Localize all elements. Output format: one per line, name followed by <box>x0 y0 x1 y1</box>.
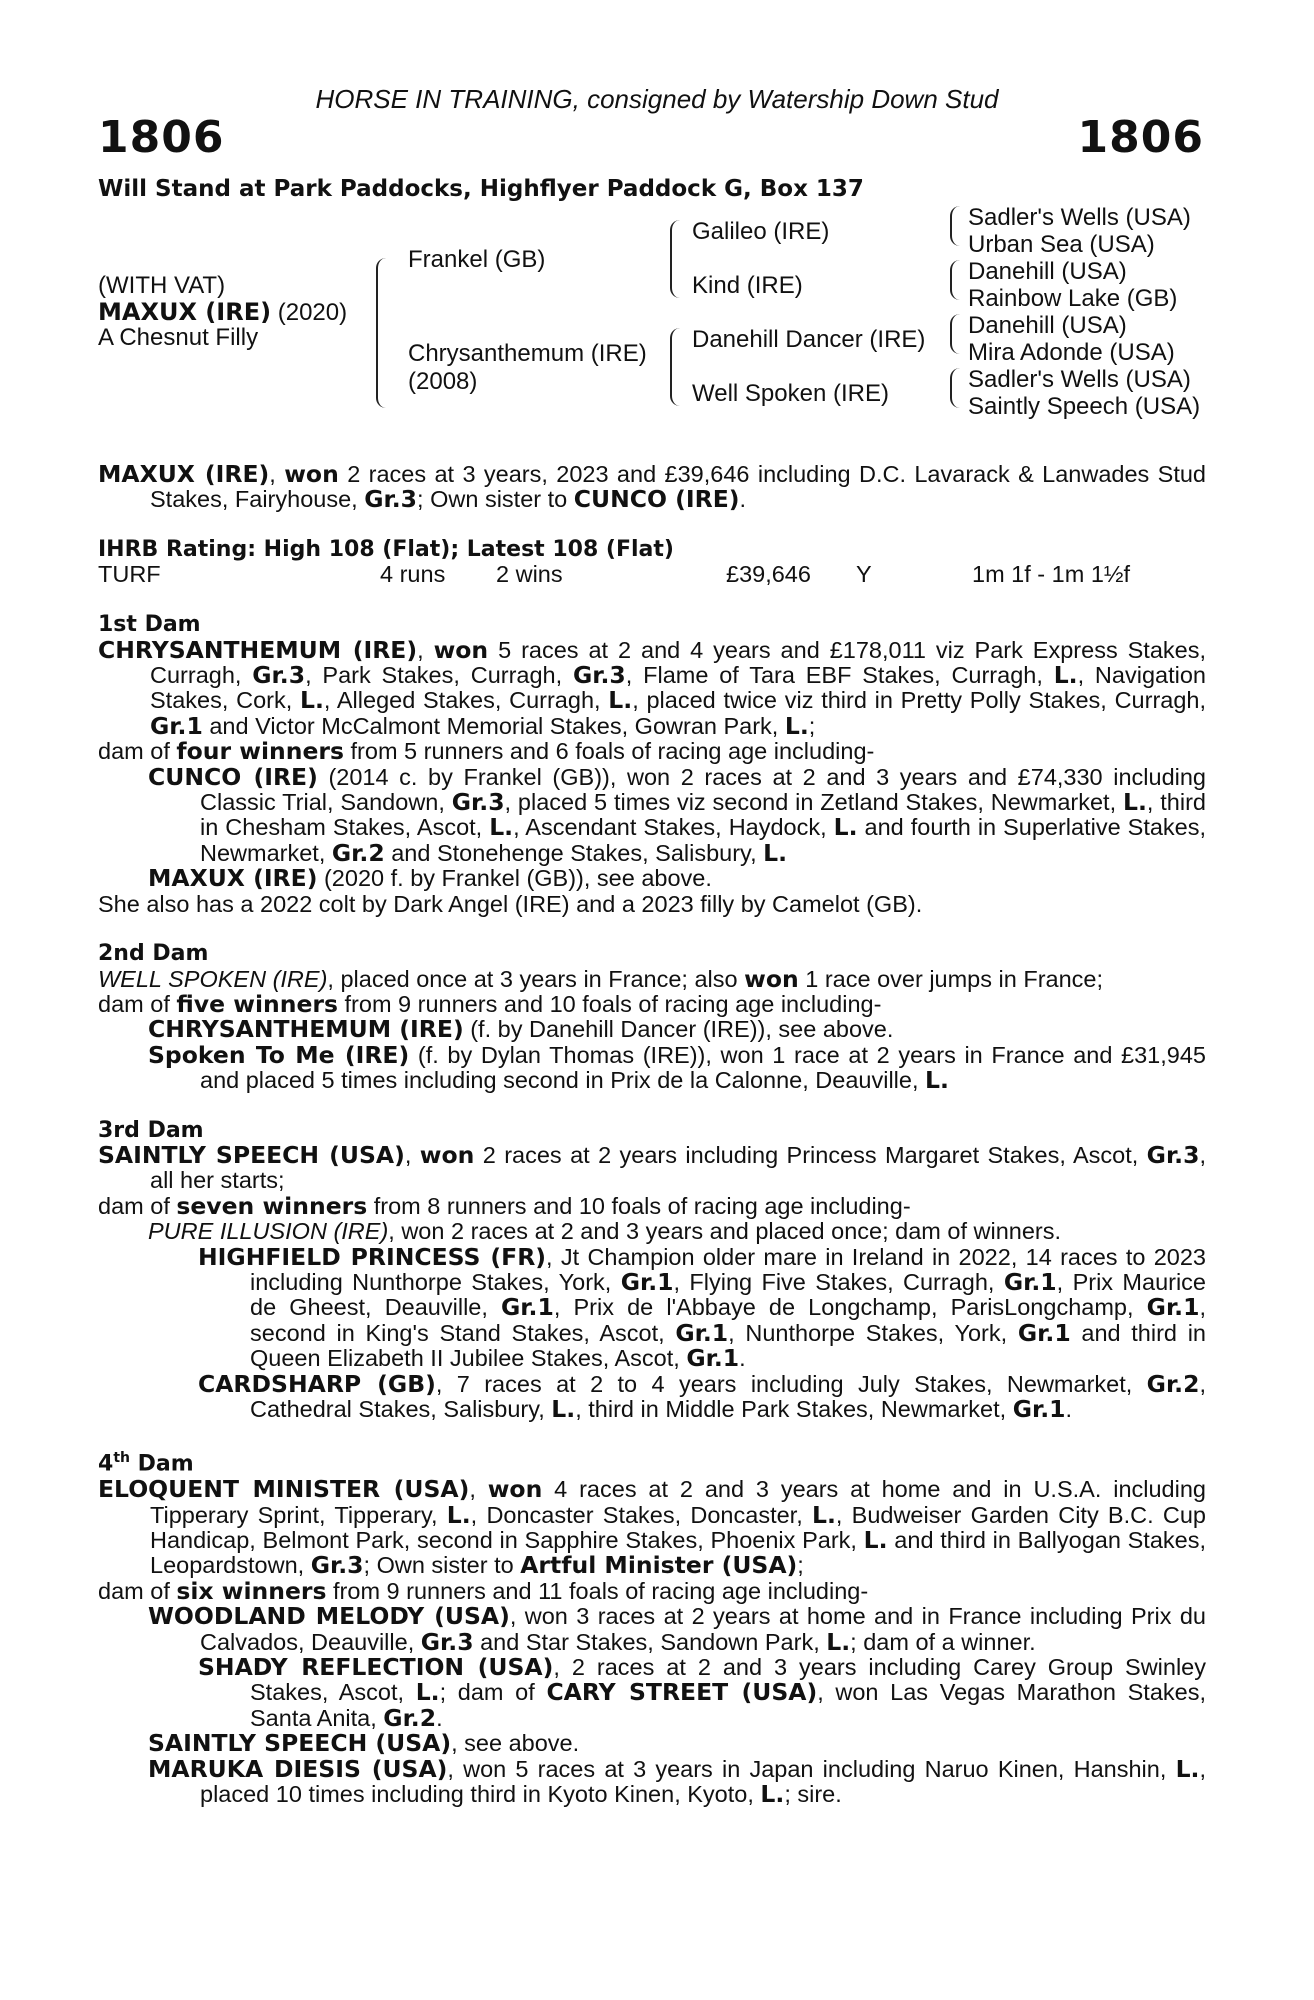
progeny-gr: Gr.1 <box>686 1344 740 1373</box>
dam: Chrysanthemum (IRE) <box>408 340 647 367</box>
summary-won: won <box>284 460 339 488</box>
summary-paragraph: MAXUX (IRE), won 2 races at 3 years, 2023 and £39,646 including D.C. Lavarack & Lanwades Stud Stakes, Fairyhouse, Gr.3; Own sister to CUNCO (IRE). <box>98 460 1207 514</box>
progeny-gr: Gr.2 <box>1146 1369 1200 1398</box>
ped-ssd: Urban Sea (USA) <box>968 231 1155 258</box>
progeny-gr: Gr.2 <box>383 1703 437 1732</box>
progeny-listed: L. <box>925 1066 949 1095</box>
brace-sd <box>950 260 960 300</box>
dam1-gr: Gr.3 <box>572 661 626 690</box>
dam1-heading: 1st Dam <box>98 612 201 638</box>
progeny-t: , won Las Vegas Marathon Stakes, Santa Anita, <box>250 1679 1206 1731</box>
dam2-damof: dam of <box>98 990 177 1017</box>
progeny-listed: L. <box>826 1627 851 1656</box>
dam4-t: 4 races at 2 and 3 years at home and in U.S.A. including Tipperary Sprint, Tipperary, <box>150 1476 1206 1528</box>
dam2-progeny-1 <box>98 1017 1206 1042</box>
ped-dsd: Mira Adonde (USA) <box>968 339 1175 366</box>
horse-name: MAXUX (IRE) <box>98 298 272 326</box>
progeny-listed: L. <box>489 813 514 842</box>
progeny-t: , see above. <box>451 1730 580 1757</box>
spacer <box>98 513 1206 537</box>
progeny-name: SAINTLY SPEECH (USA) <box>148 1729 452 1758</box>
horse-year: (2020) <box>277 299 348 326</box>
progeny-t: , placed 5 times viz second in Zetland Stakes, Newmarket, <box>504 789 1123 816</box>
progeny-t: . <box>739 1345 746 1372</box>
progeny-t: (2014 c. by Frankel (GB)), won 2 races at 2 and 3 years and £74,330 including Classic Trial, Sandown, <box>200 763 1206 816</box>
dam1-gr: Gr.3 <box>252 661 306 690</box>
dam4-heading-num: 4 <box>98 1451 114 1477</box>
summary-sister: CUNCO (IRE) <box>573 485 740 514</box>
dam2-produce <box>98 989 1206 1018</box>
dam4-t: ; Own sister to <box>363 1552 521 1579</box>
dam4-t: , Budweiser Garden City B.C. Cup Handicap, Belmont Park, second in Sapphire Stakes, Phoenix Park, <box>150 1501 1206 1553</box>
dam3-t: 2 races at 2 years including Princess Margaret Stakes, Ascot, <box>474 1141 1147 1168</box>
progeny-t: , Ascendant Stakes, Haydock, <box>513 814 834 841</box>
dam4-gr: Gr.3 <box>310 1551 364 1580</box>
progeny-t: , won 3 races at 2 years at home and in France including Prix du Calvados, Deauville, <box>200 1603 1206 1655</box>
progeny-listed: L. <box>763 838 788 867</box>
progeny-listed: L. <box>1122 788 1147 817</box>
dam1-record: CHRYSANTHEMUM (IRE), won 5 races at 2 and 4 years and £178,011 viz Park Express Stakes, Curragh, Gr.3, Park Stakes, Curragh, Gr.3, Flame of Tara EBF Stakes, Curragh, L., Navigation Stakes, Cork, L., Alleged Stakes, Curragh, L., placed twice viz third in Pretty Polly Stakes, Curragh, Gr.1 and Victor McCalmont Memorial Stakes, Gowran Park, L.; <box>98 635 1207 740</box>
progeny-listed: L. <box>415 1678 440 1707</box>
dam1-progeny-maxux <box>98 866 1206 891</box>
progeny-gr: Gr.1 <box>1017 1318 1071 1347</box>
progeny-listed: L. <box>833 813 858 842</box>
rating-runs: 4 runs <box>380 561 446 588</box>
dam1-won: won <box>433 635 489 664</box>
dam4-won: won <box>487 1475 543 1504</box>
dam4-sister: Artful Minister (USA) <box>520 1551 798 1580</box>
dam4-listed: L. <box>811 1500 836 1529</box>
sire-sire: Galileo (IRE) <box>692 218 830 245</box>
progeny-listed: L. <box>551 1395 576 1423</box>
progeny-name: MARUKA DIESIS (USA) <box>148 1754 448 1783</box>
dam2-winners: five winners <box>176 989 338 1018</box>
rating-heading: IHRB Rating: High 108 (Flat); Latest 108 (Flat) <box>98 536 674 562</box>
sire-dam: Kind (IRE) <box>692 272 803 299</box>
consignor-title: HORSE IN TRAINING, consigned by Watership Down Stud <box>315 84 999 114</box>
dam4-winners: six winners <box>176 1576 327 1605</box>
dam4-t: ; <box>797 1552 804 1579</box>
dam3-name: SAINTLY SPEECH (USA) <box>98 1140 405 1169</box>
progeny-t: and fourth in Superlative Stakes, Newmarket, <box>200 814 1207 866</box>
progeny-name: PURE ILLUSION (IRE) <box>148 1218 389 1245</box>
progeny-name: HIGHFIELD PRINCESS (FR) <box>198 1242 547 1271</box>
horse-name-line <box>98 298 347 327</box>
dam2-name: WELL SPOKEN (IRE) <box>98 965 328 992</box>
lot-number-left: 1806 <box>98 112 225 163</box>
progeny-gr: Gr.1 <box>1146 1293 1200 1322</box>
progeny-t: , won 5 races at 3 years in Japan including Naruo Kinen, Hanshin, <box>447 1755 1176 1782</box>
brace-dd <box>950 368 960 408</box>
dam1-listed: L. <box>784 711 809 740</box>
dam4-produce <box>98 1576 1206 1605</box>
spacer <box>98 917 1206 941</box>
dam3-winners: seven winners <box>176 1191 368 1220</box>
ped-sds: Danehill (USA) <box>968 258 1127 285</box>
progeny-gr: Gr.3 <box>451 788 505 817</box>
summary-text-1: 2 races at 3 years, 2023 and £39,646 including D.C. Lavarack & Lanwades Stud Stakes, Fairyhouse, <box>150 461 1207 513</box>
progeny-name: CHRYSANTHEMUM (IRE) <box>148 1015 464 1044</box>
horse-description: A Chesnut Filly <box>98 324 259 351</box>
progeny-t: , 2 races at 2 and 3 years including Carey Group Swinley Stakes, Ascot, <box>250 1653 1207 1706</box>
progeny-gr: Gr.1 <box>501 1293 554 1322</box>
progeny-t: , Jt Champion older mare in Ireland in 2022, 14 races to 2023 including Nunthorpe Stakes, York, <box>250 1243 1206 1295</box>
brace-sire <box>670 220 682 298</box>
dam1-damof: from 5 runners and 6 foals of racing age including- <box>344 738 875 765</box>
sire: Frankel (GB) <box>408 246 546 273</box>
progeny-name: WOODLAND MELODY (USA) <box>148 1602 510 1631</box>
dam1-winners: four winners <box>176 737 344 766</box>
dam1-progeny-cunco <box>98 762 1207 867</box>
dam4-heading <box>98 1446 1206 1477</box>
dam3-gr: Gr.3 <box>1146 1140 1200 1169</box>
dam1-t: ; <box>808 712 816 739</box>
ped-sss: Sadler's Wells (USA) <box>968 204 1191 231</box>
progeny-t: ; dam of <box>439 1679 547 1706</box>
progeny-gr: Gr.1 <box>1003 1267 1057 1296</box>
progeny-t: and Star Stakes, Sandown Park, <box>473 1628 827 1655</box>
ped-dds: Sadler's Wells (USA) <box>968 366 1191 393</box>
rating-surface: TURF <box>98 561 161 588</box>
progeny-listed: L. <box>760 1780 785 1809</box>
progeny-gr: Gr.1 <box>1012 1395 1066 1423</box>
progeny-name: Spoken To Me (IRE) <box>148 1040 410 1069</box>
progeny-t: , placed 10 times including third in Kyoto Kinen, Kyoto, <box>200 1755 1206 1808</box>
progeny-gr: Gr.3 <box>420 1627 474 1656</box>
dam1-gr: Gr.1 <box>150 711 203 740</box>
progeny-listed: L. <box>1175 1754 1200 1783</box>
dam-year: (2008) <box>408 368 478 395</box>
rating-row <box>98 562 1206 588</box>
dam4-progeny-3 <box>98 1754 1206 1809</box>
dam4-listed: L. <box>863 1525 888 1554</box>
spacer <box>98 588 1206 612</box>
dam1-produce <box>98 739 1206 764</box>
progeny-t: ; sire. <box>784 1781 842 1808</box>
progeny-name: CUNCO (IRE) <box>148 762 318 791</box>
dam2-damof: from 9 runners and 10 foals of racing age including- <box>337 990 882 1017</box>
summary-text-3: . <box>739 486 747 513</box>
rating-flag: Y <box>856 561 872 588</box>
progeny-gr: Gr.1 <box>620 1267 674 1296</box>
dam1-name: CHRYSANTHEMUM (IRE) <box>98 635 418 664</box>
dam2-progeny-2 <box>98 1040 1206 1095</box>
progeny-t: . <box>436 1704 443 1731</box>
dam1-also: She also has a 2022 colt by Dark Angel (IRE) and a 2023 filly by Camelot (GB). <box>98 890 923 917</box>
ped-ddd: Saintly Speech (USA) <box>968 393 1201 420</box>
progeny-t: and Stonehenge Stakes, Salisbury, <box>384 839 764 866</box>
progeny-t: , won 2 races at 2 and 3 years and placed once; dam of winners. <box>388 1218 1062 1245</box>
progeny-t: and third in Queen Elizabeth II Jubilee Stakes, Ascot, <box>250 1319 1206 1372</box>
dam3-grandprogeny-1 <box>98 1242 1207 1373</box>
dam1-listed: L. <box>608 686 633 715</box>
dam4-heading-sup: th <box>113 1450 130 1467</box>
dam3-t: , all her starts; <box>150 1141 1206 1194</box>
dam-sire: Danehill Dancer (IRE) <box>692 326 926 353</box>
vat-note: (WITH VAT) <box>98 272 226 299</box>
dam2-t: , placed once at 3 years in France; also <box>327 965 745 992</box>
progeny-name: CARY STREET (USA) <box>546 1678 818 1707</box>
spacer <box>98 1094 1206 1118</box>
progeny-t: (f. by Danehill Dancer (IRE)), see above. <box>463 1016 894 1043</box>
brace-ss <box>950 206 960 246</box>
dam3-won: won <box>419 1140 475 1169</box>
progeny-name: CARDSHARP (GB) <box>198 1369 436 1398</box>
dam4-grandprogeny-1 <box>98 1652 1207 1732</box>
dam4-progeny-1 <box>98 1604 1206 1655</box>
ped-sdd: Rainbow Lake (GB) <box>968 285 1178 312</box>
progeny-t: , third in Chesham Stakes, Ascot, <box>200 789 1206 841</box>
dam1-t: , Navigation Stakes, Cork, <box>150 662 1206 714</box>
dam3-record: SAINTLY SPEECH (USA), won 2 races at 2 years including Princess Margaret Stakes, Ascot, Gr.3, all her starts; <box>98 1140 1206 1194</box>
rating-wins: 2 wins <box>496 561 563 588</box>
summary-horse-name: MAXUX (IRE) <box>98 460 270 488</box>
dam4-progeny-2 <box>98 1731 1206 1756</box>
progeny-t: , Flying Five Stakes, Curragh, <box>673 1268 1004 1295</box>
dam1-t: , Alleged Stakes, Curragh, <box>323 687 609 714</box>
dam4-listed: L. <box>446 1500 471 1529</box>
dam4-name: ELOQUENT MINISTER (USA) <box>98 1475 470 1504</box>
dam2-t: 1 race over jumps in France; <box>798 965 1104 992</box>
progeny-t: , third in Middle Park Stakes, Newmarket, <box>575 1396 1013 1422</box>
summary-grade: Gr.3 <box>364 485 418 514</box>
dam1-t: 5 races at 2 and 4 years and £178,011 viz Park Express Stakes, Curragh, <box>150 636 1207 689</box>
progeny-name: MAXUX (IRE) <box>148 864 318 893</box>
dam1-t: , Park Stakes, Curragh, <box>305 662 573 689</box>
dam4-record: ELOQUENT MINISTER (USA), won 4 races at 2 and 3 years at home and in U.S.A. including Tipperary Sprint, Tipperary, L., Doncaster Stakes, Doncaster, L., Budweiser Garden City B.C. Cup Handicap, Belmont Park, second in Sapphire Stakes, Phoenix Park, L. and third in Ballyogan Stakes, Leopardstown, Gr.3; Own sister to Artful Minister (USA); <box>98 1475 1206 1580</box>
summary-text-2: ; Own sister to <box>417 486 574 513</box>
dam3-grandprogeny-2 <box>98 1369 1206 1423</box>
brace-dam <box>670 328 682 406</box>
dam2-won: won <box>744 964 799 993</box>
brace-ds <box>950 314 960 354</box>
brace-main <box>376 258 390 408</box>
dam2-record <box>98 964 1206 993</box>
progeny-t: . <box>1065 1396 1073 1422</box>
dam2-heading: 2nd Dam <box>98 941 209 967</box>
dam3-progeny-1 <box>98 1219 1206 1244</box>
spacer <box>98 1422 1206 1446</box>
progeny-name: SHADY REFLECTION (USA) <box>198 1652 554 1681</box>
dam1-t: , placed twice viz third in Pretty Polly Stakes, Curragh, <box>632 687 1207 714</box>
dam3-produce <box>98 1191 1206 1220</box>
dam3-heading: 3rd Dam <box>98 1117 204 1143</box>
progeny-t: , second in King's Stand Stakes, Ascot, <box>250 1294 1206 1346</box>
rating-distance: 1m 1f - 1m 1½f <box>972 561 1131 588</box>
dam1-listed: L. <box>1053 661 1078 690</box>
dam3-damof: from 8 runners and 10 foals of racing age including- <box>367 1192 911 1219</box>
progeny-t: , 7 races at 2 to 4 years including July Stakes, Newmarket, <box>435 1370 1147 1397</box>
dam1-t: and Victor McCalmont Memorial Stakes, Gowran Park, <box>202 712 785 739</box>
dam4-t: , Doncaster Stakes, Doncaster, <box>470 1501 812 1528</box>
pedigree-notes <box>98 462 1206 1807</box>
progeny-t: , Prix de l'Abbaye de Longchamp, ParisLongchamp, <box>553 1294 1147 1321</box>
progeny-t: , Prix Maurice de Gheest, Deauville, <box>250 1268 1207 1321</box>
stand-location: Will Stand at Park Paddocks, Highflyer Paddock G, Box 137 <box>98 176 864 202</box>
progeny-gr: Gr.2 <box>331 838 385 867</box>
dam1-listed: L. <box>300 686 324 715</box>
dam4-damof: from 9 runners and 11 foals of racing age including- <box>326 1577 869 1604</box>
dam4-damof: dam of <box>98 1577 177 1604</box>
progeny-t: (f. by Dylan Thomas (IRE)), won 1 race at 2 years in France and £31,945 and placed 5 times including second in Prix de la Calonne, Deauville, <box>200 1041 1206 1094</box>
dam1-t: , Flame of Tara EBF Stakes, Curragh, <box>625 662 1054 689</box>
dam1-damof: dam of <box>98 738 177 765</box>
progeny-t: (2020 f. by Frankel (GB)), see above. <box>317 865 712 892</box>
dam-dam: Well Spoken (IRE) <box>692 380 889 407</box>
progeny-t: , Cathedral Stakes, Salisbury, <box>250 1370 1206 1422</box>
progeny-gr: Gr.1 <box>675 1318 729 1347</box>
progeny-t: , Nunthorpe Stakes, York, <box>728 1319 1018 1346</box>
dam4-t: and third in Ballyogan Stakes, Leopardstown, <box>150 1526 1206 1579</box>
rating-prize: £39,646 <box>726 561 811 588</box>
dam3-damof: dam of <box>98 1192 177 1219</box>
ped-dss: Danehill (USA) <box>968 312 1127 339</box>
progeny-t: ; dam of a winner. <box>850 1628 1036 1655</box>
dam4-heading-rest: Dam <box>129 1451 194 1477</box>
lot-number-right: 1806 <box>1077 112 1204 163</box>
